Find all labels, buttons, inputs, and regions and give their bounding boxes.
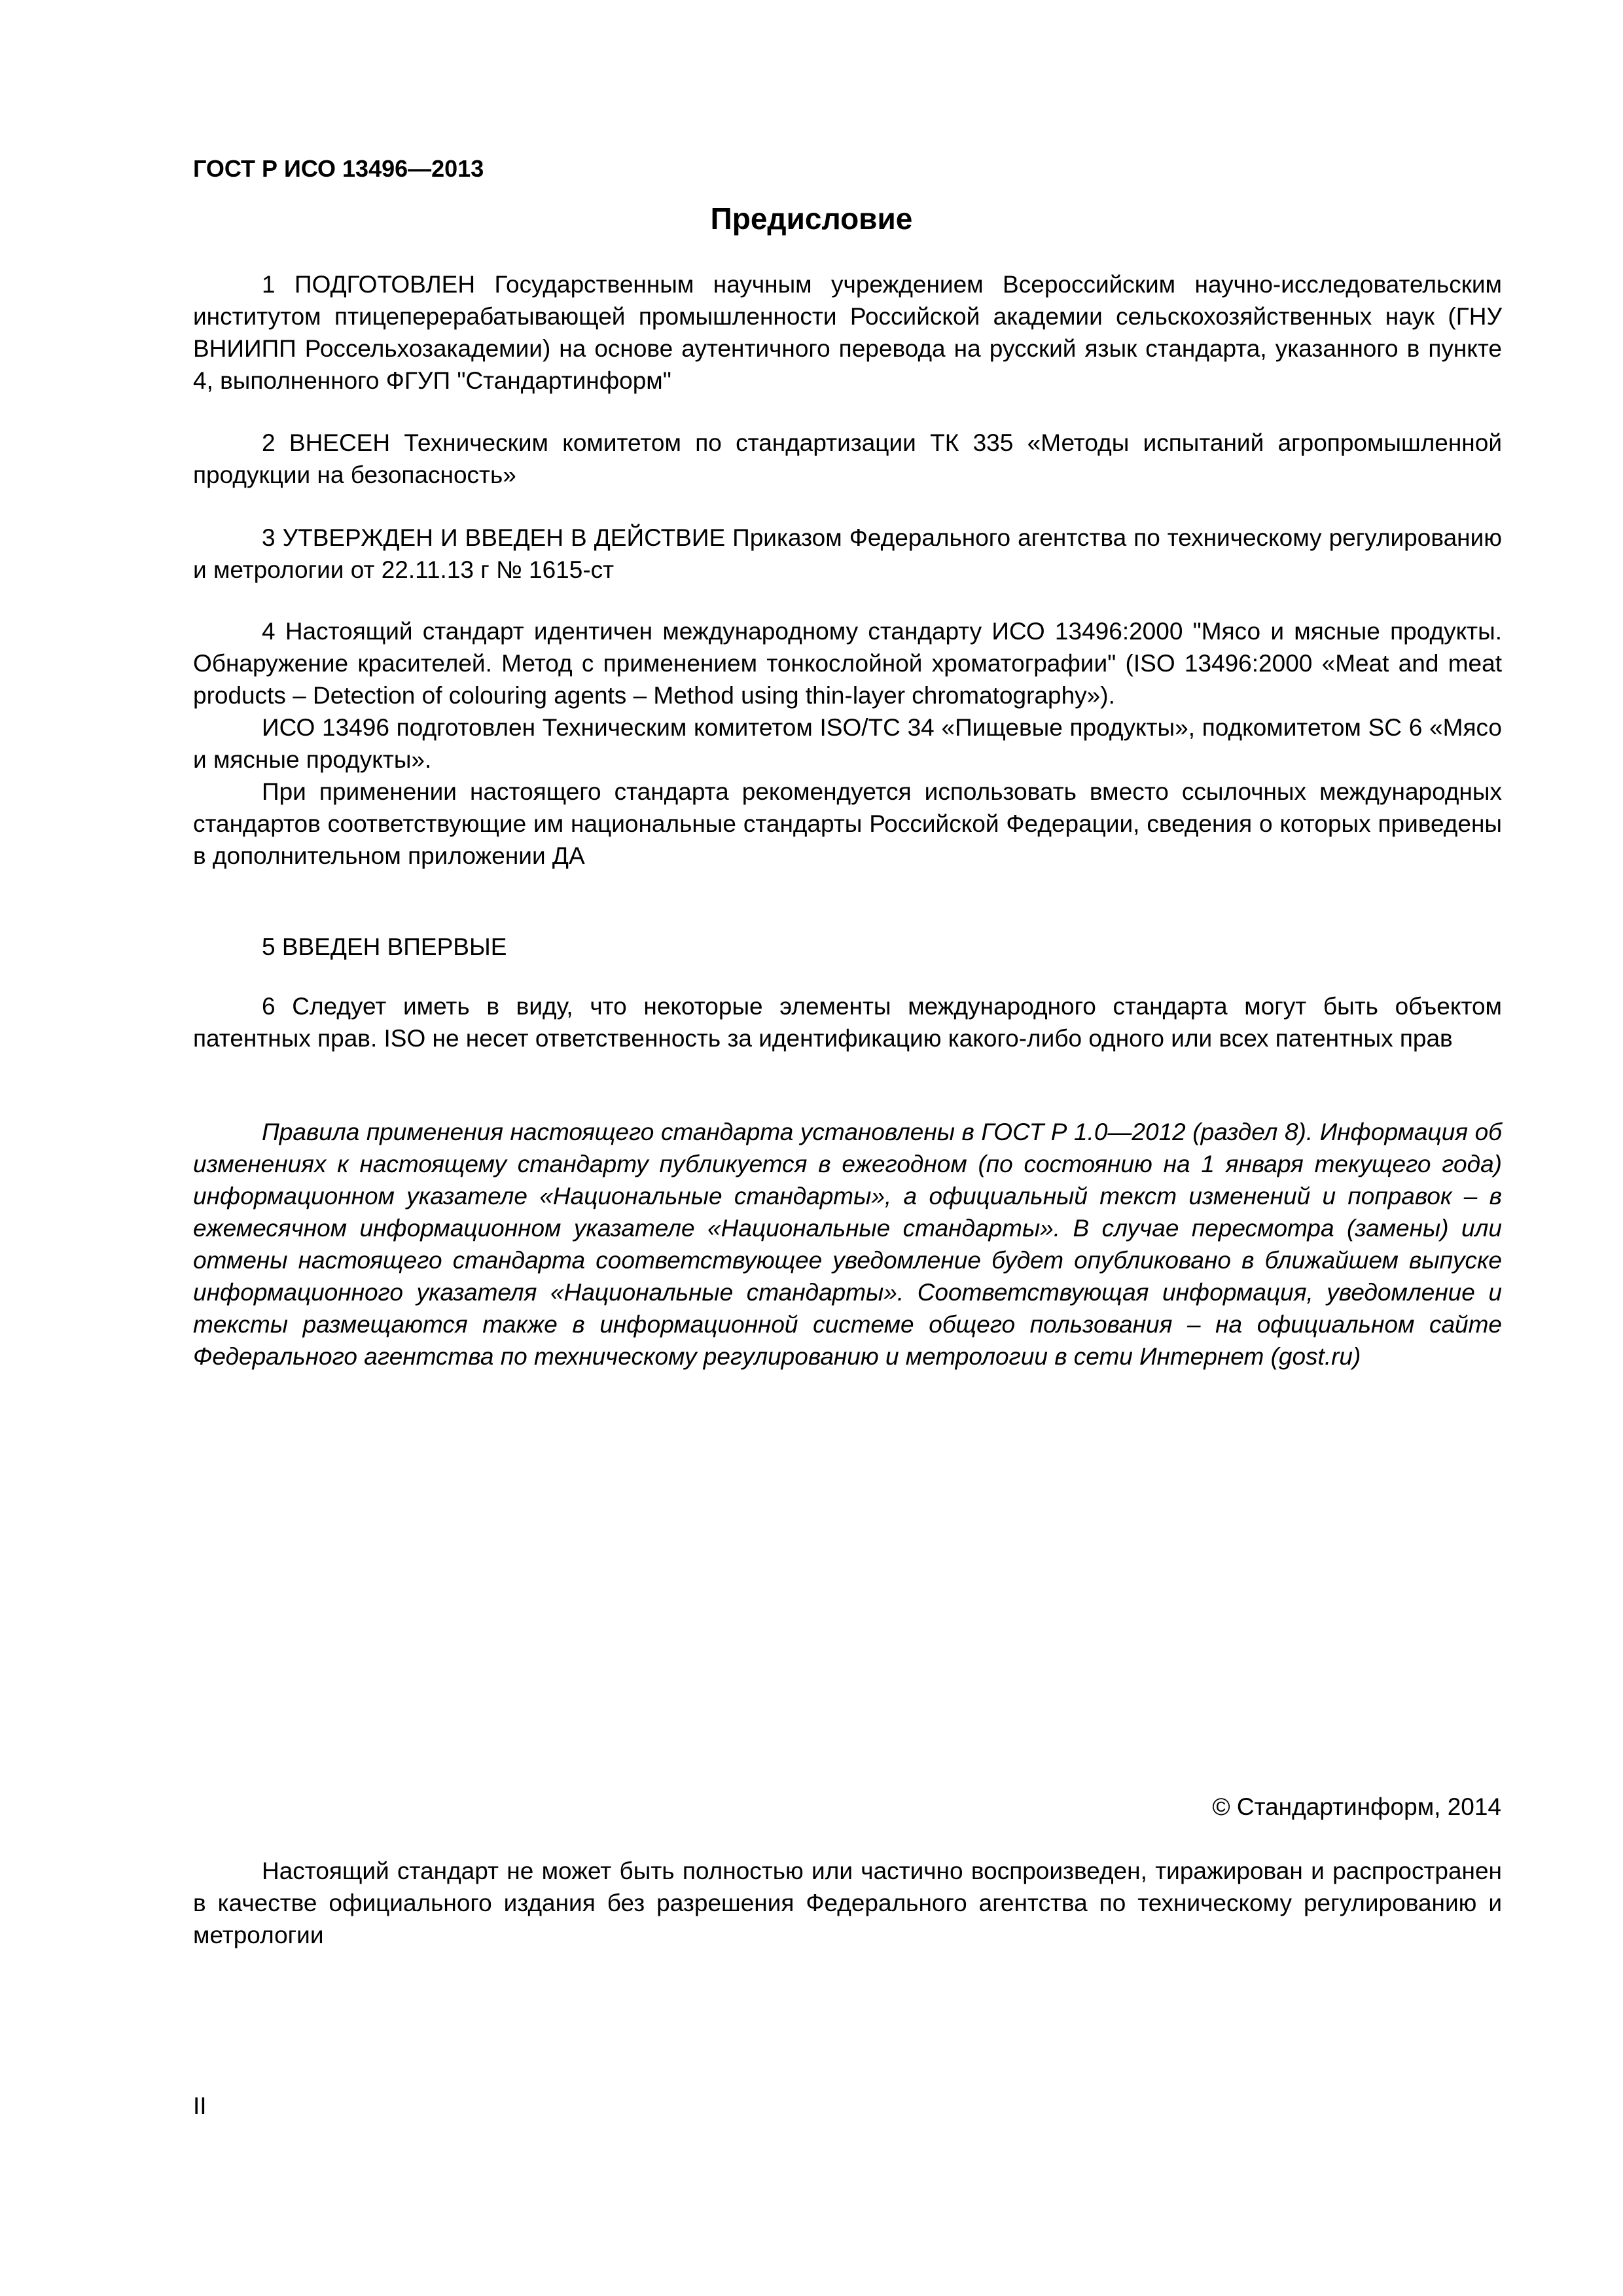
page-title: Предисловие [710,202,913,236]
rules-note: Правила применения настоящего стандарта установлены в ГОСТ Р 1.0—2012 (раздел 8). Информация об изменениях к настоящему стандарту публикуется в ежегодном (по состоянию на 1 января текущего года) информационном указателе «Национальные стандарты», а официальный текст изменений и поправок – в ежемесячном информационном указателе «Национальные стандарты». В случае пересмотра (замены) или отмены настоящего стандарта соответствующее уведомление будет опубликовано в ближайшем выпуске информационного указателя «Национальные стандарты». Соответствующая информация, уведомление и тексты размещаются также в информационной системе общего пользования – на официальном сайте Федерального агентства по техническому регулированию и метрологии в сети Интернет (gost.ru) [193,1119,1502,1370]
preface-item-4-paragraph: 4 Настоящий стандарт идентичен международному стандарту ИСО 13496:2000 "Мясо и мясные продукты. Обнаружение красителей. Метод с применением тонкослойной хроматографии" (ISO 13496:2000 «Meat and meat products – Detection of colouring agents – Method using thin-layer chromatography»). [193,618,1502,709]
preface-item-5: 5 ВВЕДЕН ВПЕРВЫЕ [262,933,507,960]
preface-item-6: 6 Следует иметь в виду, что некоторые элементы международного стандарта могут быть объектом патентных прав. ISO не несет ответственность за идентификацию какого-либо одного или всех патентных прав [193,993,1502,1052]
preface-item-4 [193,615,1502,872]
preface-item-3: 3 УТВЕРЖДЕН И ВВЕДЕН В ДЕЙСТВИЕ Приказом Федерального агентства по техническому регулированию и метрологии от 22.11.13 г № 1615-ст [193,524,1502,583]
preface-item-4-references: При применении настоящего стандарта рекомендуется использовать вместо ссылочных международных стандартов соответствующие им национальные стандарты Российской Федерации, сведения о которых приведены в дополнительном приложении ДА [193,778,1502,869]
preface-item-4-committee: ИСО 13496 подготовлен Техническим комитетом ISO/TC 34 «Пищевые продукты», подкомитетом SC 6 «Мясо и мясные продукты». [193,714,1502,773]
reproduction-notice: Настоящий стандарт не может быть полностью или частично воспроизведен, тиражирован и распространен в качестве официального издания без разрешения Федерального агентства по техническому регулированию и метрологии [193,1857,1502,1948]
copyright: © Стандартинформ, 2014 [1212,1793,1501,1820]
document-code: ГОСТ Р ИСО 13496—2013 [193,155,484,182]
page-number: II [193,2092,207,2119]
preface-item-1: 1 ПОДГОТОВЛЕН Государственным научным учреждением Всероссийским научно-исследовательским институтом птицеперерабатывающей промышленности Российской академии сельскохозяйственных наук (ГНУ ВНИИПП Россельхозакадемии) на основе аутентичного перевода на русский язык стандарта, указанного в пункте 4, выполненного ФГУП "Стандартинформ" [193,271,1502,394]
preface-item-2: 2 ВНЕСЕН Техническим комитетом по стандартизации ТК 335 «Методы испытаний агропромышленной продукции на безопасность» [193,429,1502,488]
